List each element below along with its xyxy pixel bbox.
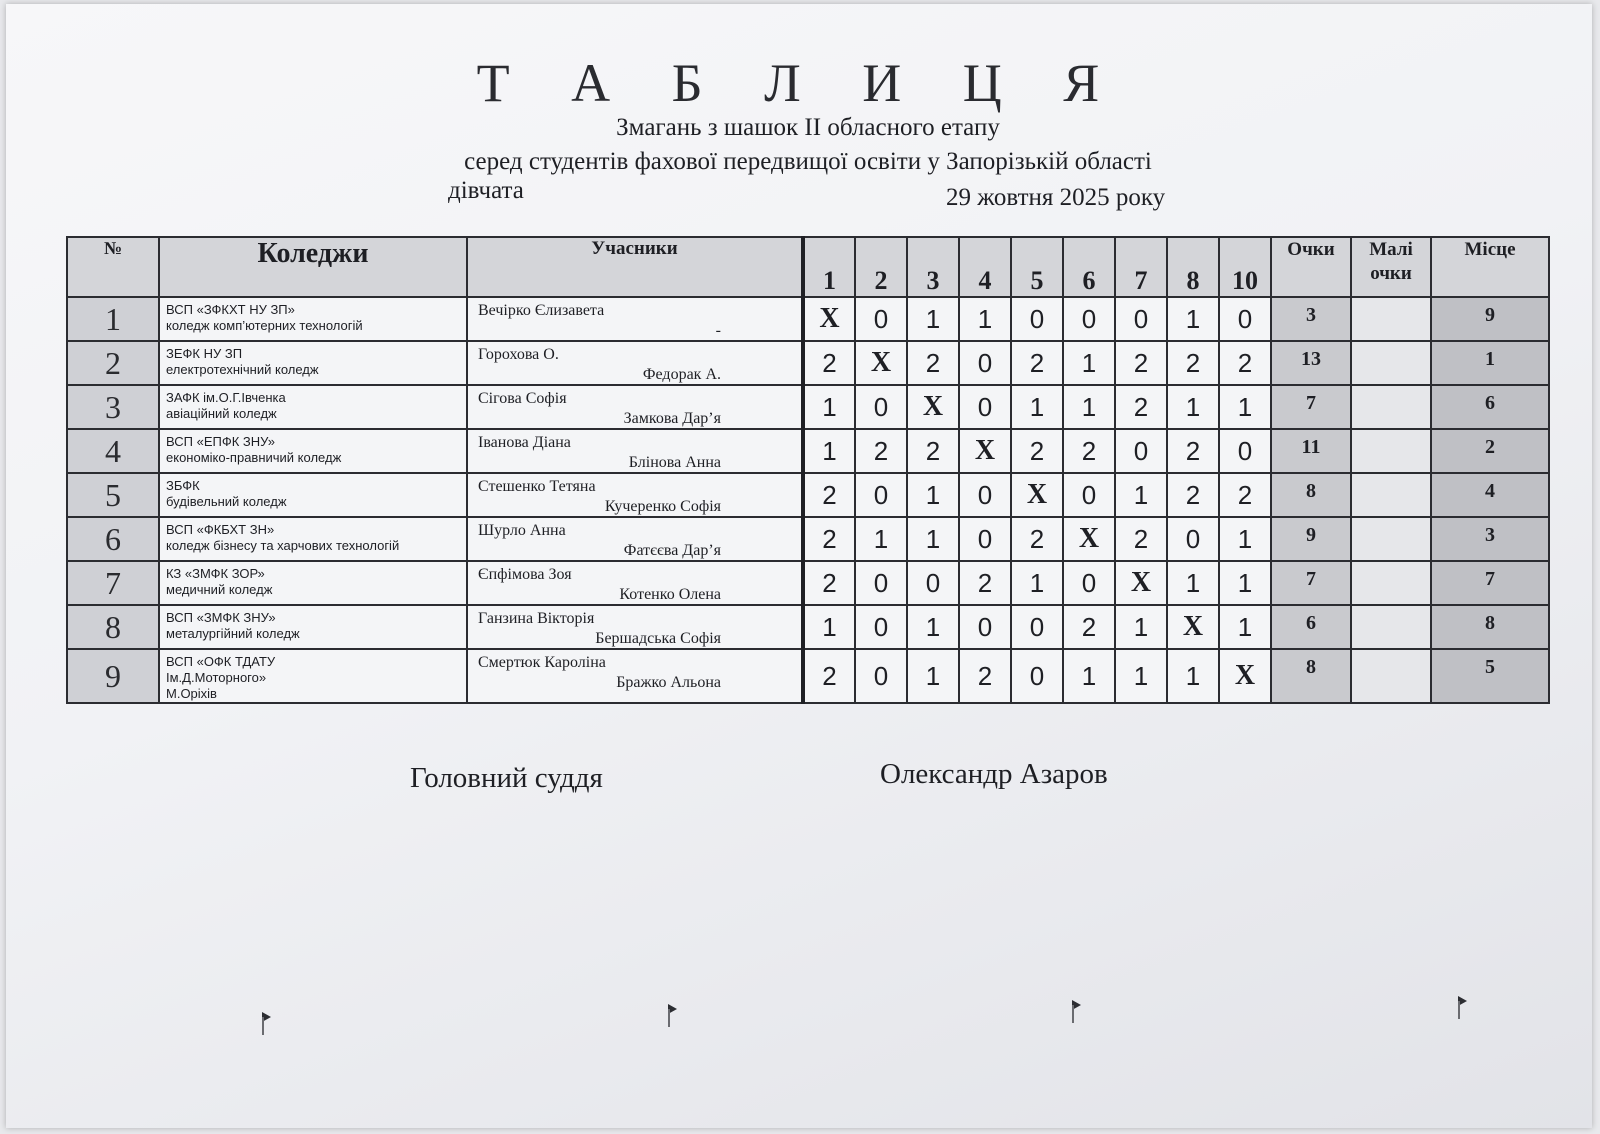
place-cell	[1431, 297, 1549, 341]
participant-second: Замкова Дар’я	[623, 410, 721, 427]
participant-second: Бершадська Софія	[595, 630, 721, 647]
pushpin-icon	[262, 1012, 272, 1036]
score-cell: 2	[959, 561, 1011, 605]
table-row	[67, 429, 1549, 473]
points-value: 3	[1306, 304, 1316, 326]
score-cell: 0	[1115, 429, 1167, 473]
score-cell: 2	[1011, 517, 1063, 561]
college-name: ВСП «ЗМФК ЗНУ»	[166, 610, 276, 625]
score-cell: 1	[1011, 385, 1063, 429]
score-cell: 2	[1011, 429, 1063, 473]
place-cell	[1431, 605, 1549, 649]
points-value: 7	[1306, 568, 1316, 590]
place-value: 8	[1485, 612, 1495, 634]
points-value: 11	[1301, 436, 1321, 458]
participants-cell	[467, 385, 803, 429]
row-number: 8	[67, 605, 159, 649]
score-cell: 1	[1167, 385, 1219, 429]
score-cell: 1	[1115, 605, 1167, 649]
score-cell: 0	[1063, 561, 1115, 605]
participants-cell	[467, 605, 803, 649]
score-cell: 2	[1219, 341, 1271, 385]
place-cell	[1431, 561, 1549, 605]
score-cell: X	[855, 341, 907, 385]
score-cell: 1	[1219, 605, 1271, 649]
participants-cell	[467, 341, 803, 385]
college-name: ЗАФК ім.О.Г.Івченка	[166, 390, 286, 405]
score-cell: 0	[959, 385, 1011, 429]
score-cell: 1	[907, 517, 959, 561]
score-cell: 2	[803, 473, 855, 517]
score-cell: 2	[803, 561, 855, 605]
score-cell: 0	[1011, 605, 1063, 649]
score-cell: 2	[1115, 517, 1167, 561]
score-cell: 2	[1167, 429, 1219, 473]
participants-cell	[467, 429, 803, 473]
score-cell: 1	[1167, 561, 1219, 605]
row-number: 5	[67, 473, 159, 517]
score-cell: 1	[1167, 297, 1219, 341]
participants-cell	[467, 561, 803, 605]
score-cell: 1	[907, 605, 959, 649]
row-number: 7	[67, 561, 159, 605]
score-cell: 1	[907, 473, 959, 517]
score-cell: 0	[855, 649, 907, 703]
score-cell: 1	[907, 297, 959, 341]
header-round: 1	[803, 237, 855, 297]
score-cell: X	[1011, 473, 1063, 517]
points-cell	[1271, 517, 1351, 561]
participants-cell	[467, 297, 803, 341]
place-value: 7	[1485, 568, 1495, 590]
table-row	[67, 341, 1549, 385]
table-row	[67, 649, 1549, 703]
score-cell: 2	[1063, 429, 1115, 473]
points-cell	[1271, 297, 1351, 341]
place-value: 4	[1485, 480, 1495, 502]
score-cell: 0	[959, 517, 1011, 561]
chief-judge-label: Головний суддя	[410, 762, 603, 794]
score-cell: 1	[1063, 341, 1115, 385]
header-round: 3	[907, 237, 959, 297]
participant-first: Іванова Діана	[478, 434, 571, 451]
score-cell: 2	[1167, 473, 1219, 517]
college-cell	[159, 561, 467, 605]
college-name: ВСП «ФКБХТ ЗН»	[166, 522, 275, 537]
header-college: Коледжи	[159, 237, 467, 297]
small-points-cell	[1351, 341, 1431, 385]
pushpin-icon	[668, 1004, 678, 1028]
results-table	[66, 236, 1550, 704]
participant-first: Єпфімова Зоя	[478, 566, 572, 583]
row-number: 9	[67, 649, 159, 703]
score-cell: X	[1167, 605, 1219, 649]
score-cell: 2	[803, 649, 855, 703]
participant-first: Смертюк Кароліна	[478, 654, 606, 671]
score-cell: 1	[959, 297, 1011, 341]
table-row	[67, 297, 1549, 341]
points-cell	[1271, 605, 1351, 649]
participant-second: Фатєєва Дар’я	[623, 542, 721, 559]
score-cell: 0	[907, 561, 959, 605]
table-row	[67, 517, 1549, 561]
college-extra: М.Оріхів	[166, 686, 217, 701]
score-cell: X	[1063, 517, 1115, 561]
score-cell: 0	[1011, 649, 1063, 703]
score-cell: 1	[855, 517, 907, 561]
participants-cell	[467, 517, 803, 561]
college-type: авіаційний коледж	[166, 406, 277, 421]
score-cell: 0	[855, 473, 907, 517]
score-cell: 1	[1219, 517, 1271, 561]
subtitle-audience: серед студентів фахової передвищої освіти у Запорізькій області	[464, 148, 1152, 175]
score-cell: 0	[1063, 473, 1115, 517]
college-cell	[159, 517, 467, 561]
score-cell: 2	[1219, 473, 1271, 517]
place-cell	[1431, 341, 1549, 385]
college-name: ВСП «ОФК ТДАТУ	[166, 654, 276, 669]
small-points-cell	[1351, 649, 1431, 703]
row-number: 3	[67, 385, 159, 429]
score-cell: 2	[1115, 385, 1167, 429]
place-value: 9	[1485, 304, 1495, 326]
score-cell: 2	[1115, 341, 1167, 385]
points-value: 8	[1306, 656, 1316, 678]
participants-cell	[467, 649, 803, 703]
college-cell	[159, 649, 467, 703]
score-cell: 1	[803, 605, 855, 649]
small-points-cell	[1351, 297, 1431, 341]
header-round: 7	[1115, 237, 1167, 297]
score-cell: X	[959, 429, 1011, 473]
college-type: медичний коледж	[166, 582, 273, 597]
college-cell	[159, 385, 467, 429]
college-cell	[159, 473, 467, 517]
row-number: 6	[67, 517, 159, 561]
college-name: ВСП «ЗФКХТ НУ ЗП»	[166, 302, 295, 317]
table-row	[67, 605, 1549, 649]
score-cell: 1	[907, 649, 959, 703]
score-cell: 1	[1219, 385, 1271, 429]
points-cell	[1271, 649, 1351, 703]
participant-second: Кучеренко Софія	[604, 498, 721, 515]
score-cell: 2	[959, 649, 1011, 703]
college-cell	[159, 429, 467, 473]
score-cell: 2	[803, 341, 855, 385]
place-value: 5	[1485, 656, 1495, 678]
points-cell	[1271, 341, 1351, 385]
college-cell	[159, 605, 467, 649]
score-cell: X	[803, 297, 855, 341]
table-row	[67, 385, 1549, 429]
place-cell	[1431, 473, 1549, 517]
header-participants: Учасники	[467, 237, 803, 297]
points-value: 9	[1306, 524, 1316, 546]
small-points-cell	[1351, 429, 1431, 473]
pushpin-icon	[1458, 996, 1468, 1020]
place-value: 2	[1485, 436, 1495, 458]
score-cell: 2	[803, 517, 855, 561]
score-cell: 0	[855, 605, 907, 649]
points-cell	[1271, 561, 1351, 605]
score-cell: 0	[959, 341, 1011, 385]
place-cell	[1431, 517, 1549, 561]
points-value: 13	[1301, 348, 1321, 370]
place-cell	[1431, 649, 1549, 703]
college-name: ВСП «ЕПФК ЗНУ»	[166, 434, 276, 449]
college-type: коледж бізнесу та харчових технологій	[166, 538, 400, 553]
college-cell	[159, 341, 467, 385]
score-cell: 1	[803, 385, 855, 429]
college-type: коледж комп’ютерних технологій	[166, 318, 363, 333]
points-value: 8	[1306, 480, 1316, 502]
score-cell: 1	[1063, 649, 1115, 703]
score-cell: 0	[1167, 517, 1219, 561]
score-cell: 0	[959, 473, 1011, 517]
score-cell: 0	[1115, 297, 1167, 341]
score-cell: 2	[1011, 341, 1063, 385]
pushpin-icon	[1072, 1000, 1082, 1024]
table-row	[67, 561, 1549, 605]
participant-second: Блінова Анна	[628, 454, 721, 471]
score-cell: 2	[907, 429, 959, 473]
points-cell	[1271, 473, 1351, 517]
score-cell: 0	[1219, 297, 1271, 341]
small-points-cell	[1351, 605, 1431, 649]
college-cell	[159, 297, 467, 341]
participant-first: Вечірко Єлизавета	[478, 302, 605, 319]
small-points-cell	[1351, 473, 1431, 517]
participants-cell	[467, 473, 803, 517]
points-cell	[1271, 385, 1351, 429]
score-cell: X	[1219, 649, 1271, 703]
score-cell: 1	[1063, 385, 1115, 429]
header-round: 2	[855, 237, 907, 297]
participant-second: Федорак А.	[642, 366, 721, 383]
score-cell: 0	[1219, 429, 1271, 473]
score-cell: 2	[1167, 341, 1219, 385]
table-row	[67, 473, 1549, 517]
group-label: дівчата	[448, 177, 524, 204]
small-points-cell	[1351, 517, 1431, 561]
chief-judge-name: Олександр Азаров	[880, 758, 1108, 790]
college-type: електротехнічний коледж	[166, 362, 319, 377]
participant-first: Стешенко Тетяна	[478, 478, 596, 495]
header-round: 6	[1063, 237, 1115, 297]
small-points-cell	[1351, 561, 1431, 605]
score-cell: 0	[855, 385, 907, 429]
place-cell	[1431, 385, 1549, 429]
score-cell: X	[907, 385, 959, 429]
college-type: економіко-правничий коледж	[166, 450, 342, 465]
score-cell: X	[1115, 561, 1167, 605]
participant-first: Ганзина Вікторія	[478, 610, 595, 627]
participant-second: -	[715, 322, 721, 339]
header-round: 8	[1167, 237, 1219, 297]
header-no: №	[67, 237, 159, 297]
participant-first: Горохова О.	[478, 346, 559, 363]
header-row	[67, 237, 1549, 297]
college-type: металургійний коледж	[166, 626, 300, 641]
small-points-cell	[1351, 385, 1431, 429]
header-place: Місце	[1431, 237, 1549, 297]
header-round: 4	[959, 237, 1011, 297]
document-title: Т А Б Л И Ц Я	[476, 53, 1124, 113]
row-number: 2	[67, 341, 159, 385]
participant-second: Бражко Альона	[616, 674, 721, 691]
row-number: 1	[67, 297, 159, 341]
score-cell: 1	[803, 429, 855, 473]
college-name: КЗ «ЗМФК ЗОР»	[166, 566, 265, 581]
score-cell: 0	[855, 561, 907, 605]
score-cell: 1	[1115, 473, 1167, 517]
score-cell: 2	[907, 341, 959, 385]
college-type: будівельний коледж	[166, 494, 287, 509]
place-value: 6	[1485, 392, 1495, 414]
college-name: ЗБФК	[166, 478, 200, 493]
college-name: ЗЕФК НУ ЗП	[166, 346, 243, 361]
header-points: Очки	[1271, 237, 1351, 297]
points-cell	[1271, 429, 1351, 473]
score-cell: 0	[1063, 297, 1115, 341]
header-small-points: Малі очки	[1351, 237, 1431, 297]
score-cell: 2	[855, 429, 907, 473]
score-cell: 1	[1219, 561, 1271, 605]
subtitle-competition: Змагань з шашок ІІ обласного етапу	[616, 114, 1000, 141]
participant-first: Шурло Анна	[478, 522, 566, 539]
score-cell: 0	[855, 297, 907, 341]
date-label: 29 жовтня 2025 року	[946, 184, 1166, 211]
place-cell	[1431, 429, 1549, 473]
score-cell: 0	[959, 605, 1011, 649]
points-value: 7	[1306, 392, 1316, 414]
score-cell: 1	[1167, 649, 1219, 703]
participant-second: Котенко Олена	[619, 586, 721, 603]
place-value: 3	[1485, 524, 1495, 546]
participant-first: Сігова Софія	[478, 390, 567, 407]
row-number: 4	[67, 429, 159, 473]
score-cell: 2	[1063, 605, 1115, 649]
place-value: 1	[1485, 348, 1495, 370]
score-cell: 1	[1115, 649, 1167, 703]
points-value: 6	[1306, 612, 1316, 634]
score-cell: 0	[1011, 297, 1063, 341]
header-round: 10	[1219, 237, 1271, 297]
score-cell: 1	[1011, 561, 1063, 605]
header-round: 5	[1011, 237, 1063, 297]
college-type: Ім.Д.Моторного»	[166, 670, 267, 685]
